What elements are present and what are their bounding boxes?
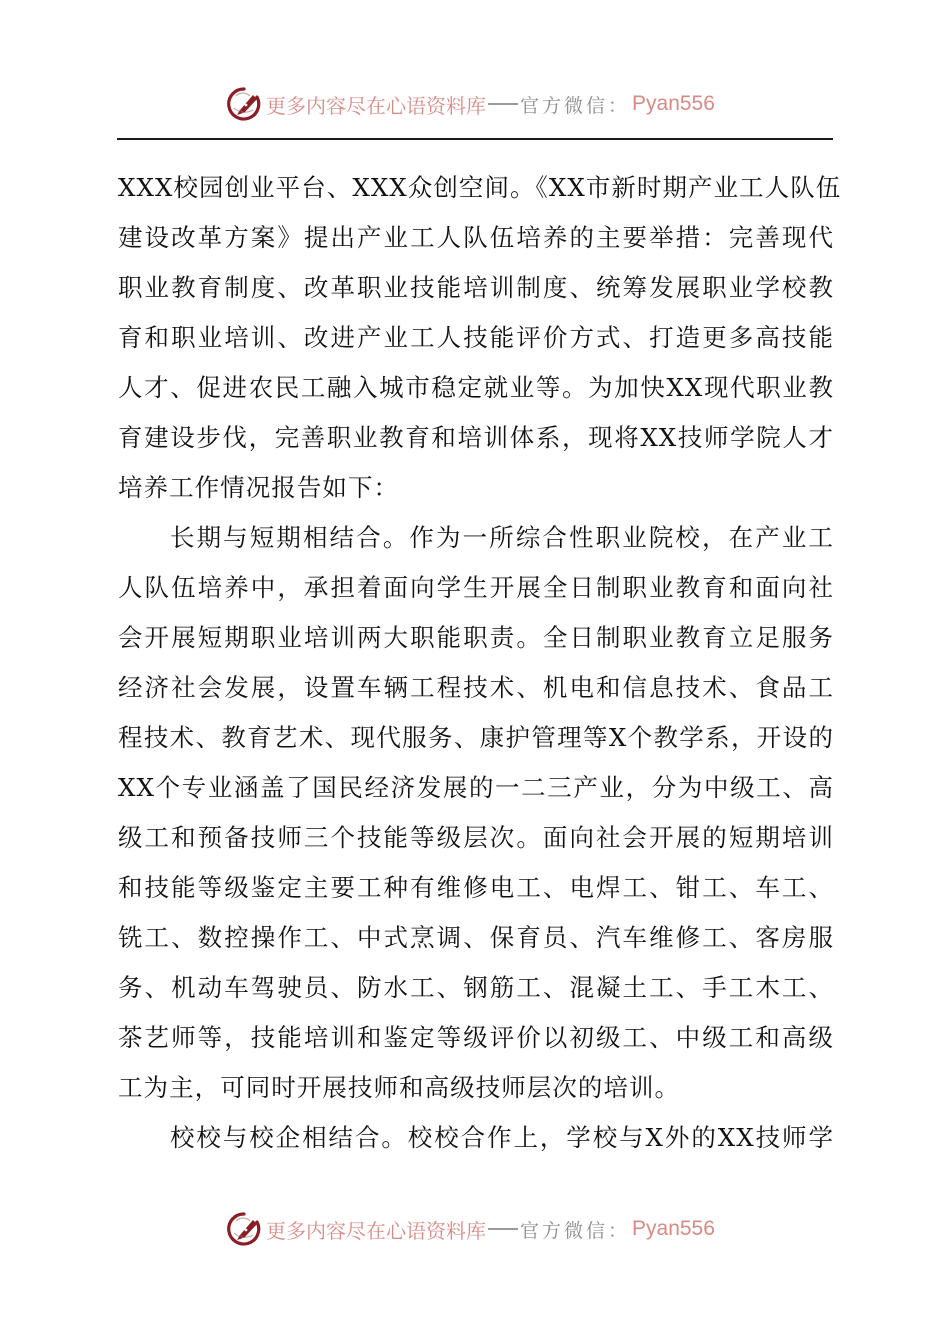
watermark-wechat-label: 官方微信：	[520, 94, 631, 117]
text-line: 经济社会发展，设置车辆工程技术、机电和信息技术、食品工	[118, 673, 834, 702]
text-line: 职业教育制度、改革职业技能培训制度、统筹发展职业学校教	[118, 273, 834, 302]
pen-nib-circle-icon	[226, 1211, 262, 1247]
pen-nib-circle-icon	[226, 86, 262, 122]
text-line: 人队伍培养中，承担着面向学生开展全日制职业教育和面向社	[118, 573, 834, 602]
text-line: 工为主，可同时开展技师和高级技师层次的培训。	[118, 1073, 681, 1102]
text-line: 程技术、教育艺术、现代服务、康护管理等X个教学系，开设的	[118, 723, 834, 752]
text-line: 建设改革方案》提出产业工人队伍培养的主要举措：完善现代	[118, 223, 834, 252]
document-body	[118, 163, 842, 1163]
footer-watermark	[226, 1209, 715, 1249]
text-line: 茶艺师等，技能培训和鉴定等级评价以初级工、中级工和高级	[118, 1023, 834, 1052]
watermark-title: 更多内容尽在心语资料库	[266, 93, 486, 118]
paragraph-start: 校校与校企相结合。校校合作上，学校与X外的XX技师学	[170, 1123, 834, 1152]
watermark-wechat-label: 官方微信：	[520, 1219, 631, 1242]
text-line: XX个专业涵盖了国民经济发展的一二三产业，分为中级工、高	[118, 773, 834, 802]
watermark-dash	[488, 1228, 518, 1230]
text-line: 育和职业培训、改进产业工人技能评价方式、打造更多高技能	[118, 323, 834, 352]
watermark-dash	[488, 103, 518, 105]
watermark-title: 更多内容尽在心语资料库	[266, 1218, 486, 1243]
text-line: 和技能等级鉴定主要工种有维修电工、电焊工、钳工、车工、	[118, 873, 834, 902]
paragraph-start: 长期与短期相结合。作为一所综合性职业院校，在产业工	[170, 523, 834, 552]
watermark-wechat-id: Pyan556	[632, 1217, 715, 1240]
header-watermark	[226, 84, 715, 124]
text-line: 培养工作情况报告如下：	[118, 473, 400, 502]
text-line: 级工和预备技师三个技能等级层次。面向社会开展的短期培训	[118, 823, 834, 852]
header-rule	[117, 138, 833, 140]
text-line: 人才、促进农民工融入城市稳定就业等。为加快XX现代职业教	[118, 373, 834, 402]
text-line: 务、机动车驾驶员、防水工、钢筋工、混凝土工、手工木工、	[118, 973, 834, 1002]
text-line: 育建设步伐，完善职业教育和培训体系，现将XX技师学院人才	[118, 423, 834, 452]
watermark-wechat-id: Pyan556	[632, 92, 715, 115]
text-line: 会开展短期职业培训两大职能职责。全日制职业教育立足服务	[118, 623, 834, 652]
text-line: XXX校园创业平台、XXX众创空间。《XX市新时期产业工人队伍	[118, 173, 842, 202]
text-line: 铣工、数控操作工、中式烹调、保育员、汽车维修工、客房服	[118, 923, 834, 952]
